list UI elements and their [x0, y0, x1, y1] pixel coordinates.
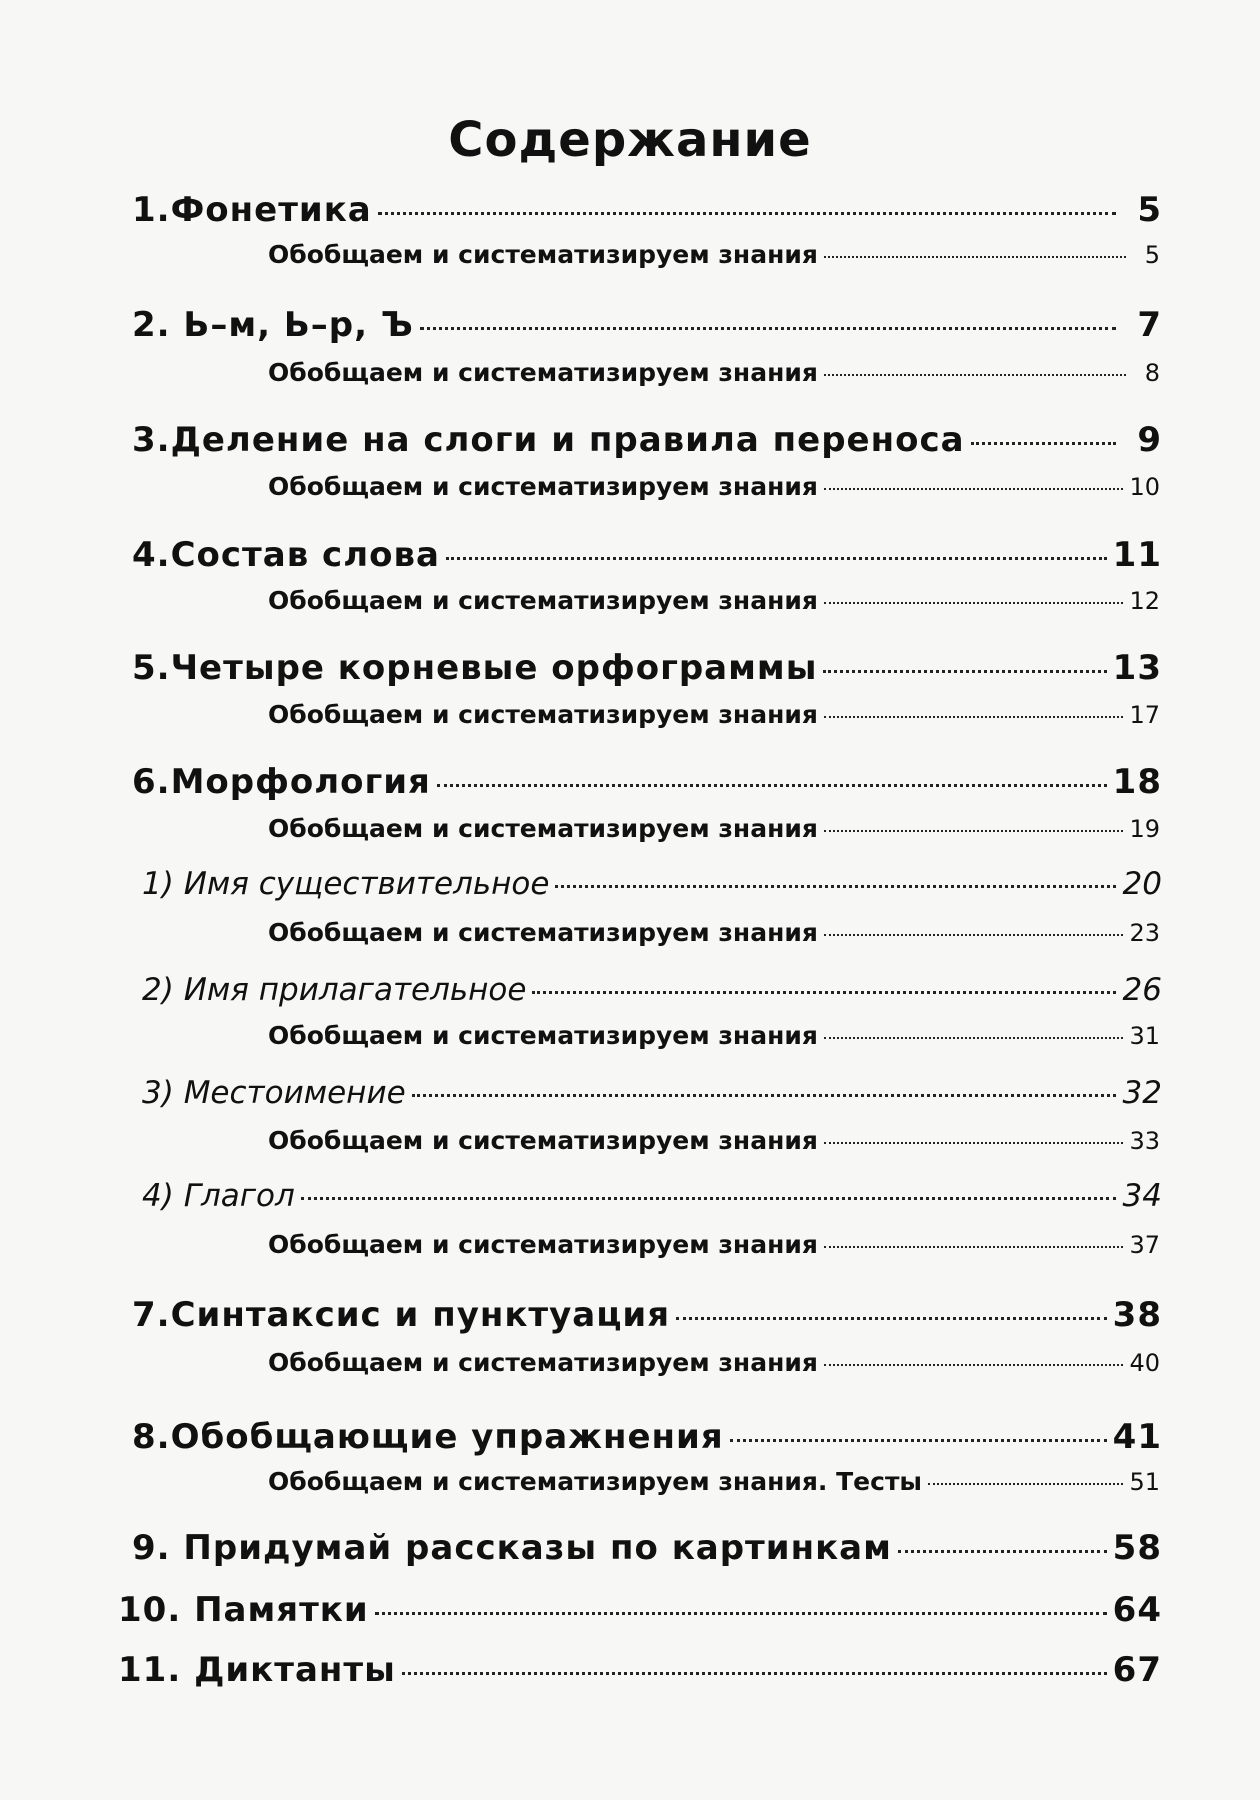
entry-page: 40: [1129, 1349, 1160, 1377]
entry-title: Памятки: [194, 1590, 369, 1630]
entry-number: 4.: [132, 535, 171, 575]
entry-number: 2): [142, 972, 174, 1008]
entry-page: 32: [1122, 1075, 1162, 1111]
toc-entry: [132, 1417, 1162, 1457]
entry-page: 26: [1122, 972, 1162, 1008]
entry-title: Обобщаем и систематизируем знания. Тесты: [268, 1467, 923, 1496]
entry-title: Обобщаем и систематизируем знания: [268, 918, 818, 947]
entry-title: Состав слова: [170, 535, 440, 575]
entry-number: 3): [142, 1075, 174, 1111]
dot-leader: [824, 602, 1124, 604]
page-title: Содержание: [448, 112, 812, 168]
entry-title: Обобщаем и систематизируем знания: [268, 240, 818, 269]
toc-subentry: [268, 240, 1160, 269]
entry-page: 7: [1137, 305, 1162, 345]
toc-subentry: [268, 1467, 1160, 1496]
entry-title: Диктанты: [194, 1650, 396, 1690]
entry-page: 13: [1112, 648, 1162, 688]
entry-number: 3.: [132, 420, 171, 460]
entry-number: 1): [142, 866, 174, 902]
dot-leader: [928, 1483, 1123, 1485]
entry-number: 1.: [132, 190, 171, 230]
toc-entry: [132, 535, 1162, 575]
toc-subentry: [268, 472, 1160, 501]
entry-title: Глагол: [183, 1178, 295, 1214]
toc-entry: [132, 420, 1162, 460]
dot-leader: [730, 1439, 1107, 1442]
entry-title: Ь–м, Ь–р, Ъ: [183, 305, 414, 345]
dot-leader: [446, 557, 1107, 560]
dot-leader: [824, 488, 1124, 490]
entry-number: 11.: [118, 1650, 182, 1690]
entry-number: 5.: [132, 648, 171, 688]
entry-number: 6.: [132, 762, 171, 802]
entry-title: Обобщаем и систематизируем знания: [268, 1348, 818, 1377]
dot-leader: [971, 442, 1116, 445]
entry-page: 5: [1144, 241, 1160, 269]
dot-leader: [898, 1550, 1107, 1553]
entry-page: 12: [1129, 587, 1160, 615]
toc-subentry: [268, 358, 1160, 387]
toc-subentry: [268, 918, 1160, 947]
entry-title: Обобщаем и систематизируем знания: [268, 1126, 818, 1155]
entry-page: 9: [1137, 420, 1162, 460]
toc-subentry: [268, 814, 1160, 843]
entry-number: 8.: [132, 1417, 171, 1457]
dot-leader: [402, 1672, 1107, 1675]
toc-subentry: [268, 700, 1160, 729]
toc-subentry: [268, 1230, 1160, 1259]
entry-title: Местоимение: [183, 1075, 406, 1111]
entry-number: 2.: [132, 305, 171, 345]
toc-entry: [132, 190, 1162, 230]
toc-subentry: [268, 1348, 1160, 1377]
entry-number: 7.: [132, 1295, 171, 1335]
dot-leader: [824, 1142, 1124, 1144]
dot-leader: [420, 327, 1116, 330]
toc-entry: [142, 972, 1162, 1008]
toc-entry: [142, 1075, 1162, 1111]
entry-title: Обобщаем и систематизируем знания: [268, 358, 818, 387]
toc-entry: [132, 305, 1162, 345]
dot-leader: [412, 1094, 1116, 1097]
dot-leader: [824, 374, 1126, 376]
toc-subentry: [268, 1021, 1160, 1050]
entry-page: 37: [1129, 1231, 1160, 1259]
entry-title: Четыре корневые орфограммы: [170, 648, 818, 688]
entry-page: 5: [1137, 190, 1162, 230]
dot-leader: [437, 784, 1107, 787]
entry-title: Морфология: [170, 762, 431, 802]
entry-title: Обобщаем и систематизируем знания: [268, 472, 818, 501]
entry-title: Фонетика: [170, 190, 372, 230]
dot-leader: [301, 1197, 1116, 1200]
entry-number: 10.: [118, 1590, 182, 1630]
dot-leader: [824, 1037, 1124, 1039]
dot-leader: [823, 670, 1106, 673]
entry-title: Имя прилагательное: [183, 972, 527, 1008]
entry-title: Обобщаем и систематизируем знания: [268, 700, 818, 729]
entry-page: 38: [1112, 1295, 1162, 1335]
entry-page: 64: [1112, 1590, 1162, 1630]
entry-title: Имя существительное: [183, 866, 550, 902]
entry-page: 18: [1112, 762, 1162, 802]
dot-leader: [824, 1246, 1124, 1248]
toc-entry: [118, 1590, 1162, 1630]
entry-page: 58: [1112, 1528, 1162, 1568]
entry-page: 10: [1129, 473, 1160, 501]
toc-entry: [132, 762, 1162, 802]
dot-leader: [555, 885, 1116, 888]
entry-title: Синтаксис и пунктуация: [170, 1295, 671, 1335]
entry-title: Деление на слоги и правила переноса: [170, 420, 965, 460]
entry-page: 11: [1112, 535, 1162, 575]
entry-title: Придумай рассказы по картинкам: [183, 1528, 892, 1568]
dot-leader: [824, 716, 1124, 718]
entry-page: 33: [1129, 1127, 1160, 1155]
toc-entry: [132, 1295, 1162, 1335]
dot-leader: [676, 1317, 1107, 1320]
dot-leader: [532, 991, 1116, 994]
entry-page: 17: [1129, 701, 1160, 729]
dot-leader: [824, 256, 1126, 258]
entry-page: 19: [1129, 815, 1160, 843]
entry-number: 9.: [132, 1528, 171, 1568]
toc-subentry: [268, 1126, 1160, 1155]
entry-page: 8: [1144, 359, 1160, 387]
entry-page: 23: [1129, 919, 1160, 947]
entry-page: 20: [1122, 866, 1162, 902]
entry-page: 51: [1129, 1468, 1160, 1496]
entry-page: 34: [1122, 1178, 1162, 1214]
entry-page: 31: [1129, 1022, 1160, 1050]
entry-page: 67: [1112, 1650, 1162, 1690]
entry-title: Обобщаем и систематизируем знания: [268, 814, 818, 843]
dot-leader: [378, 212, 1116, 215]
entry-title: Обобщаем и систематизируем знания: [268, 1021, 818, 1050]
toc-entry: [142, 1178, 1162, 1214]
toc-subentry: [268, 586, 1160, 615]
dot-leader: [824, 830, 1124, 832]
entry-number: 4): [142, 1178, 174, 1214]
toc-entry: [118, 1650, 1162, 1690]
toc-entry: [132, 648, 1162, 688]
toc-entry: [142, 866, 1162, 902]
entry-title: Обобщаем и систематизируем знания: [268, 586, 818, 615]
entry-title: Обобщаем и систематизируем знания: [268, 1230, 818, 1259]
dot-leader: [824, 934, 1124, 936]
dot-leader: [375, 1612, 1107, 1615]
toc-entry: [132, 1528, 1162, 1568]
entry-page: 41: [1112, 1417, 1162, 1457]
dot-leader: [824, 1364, 1124, 1366]
entry-title: Обобщающие упражнения: [170, 1417, 724, 1457]
